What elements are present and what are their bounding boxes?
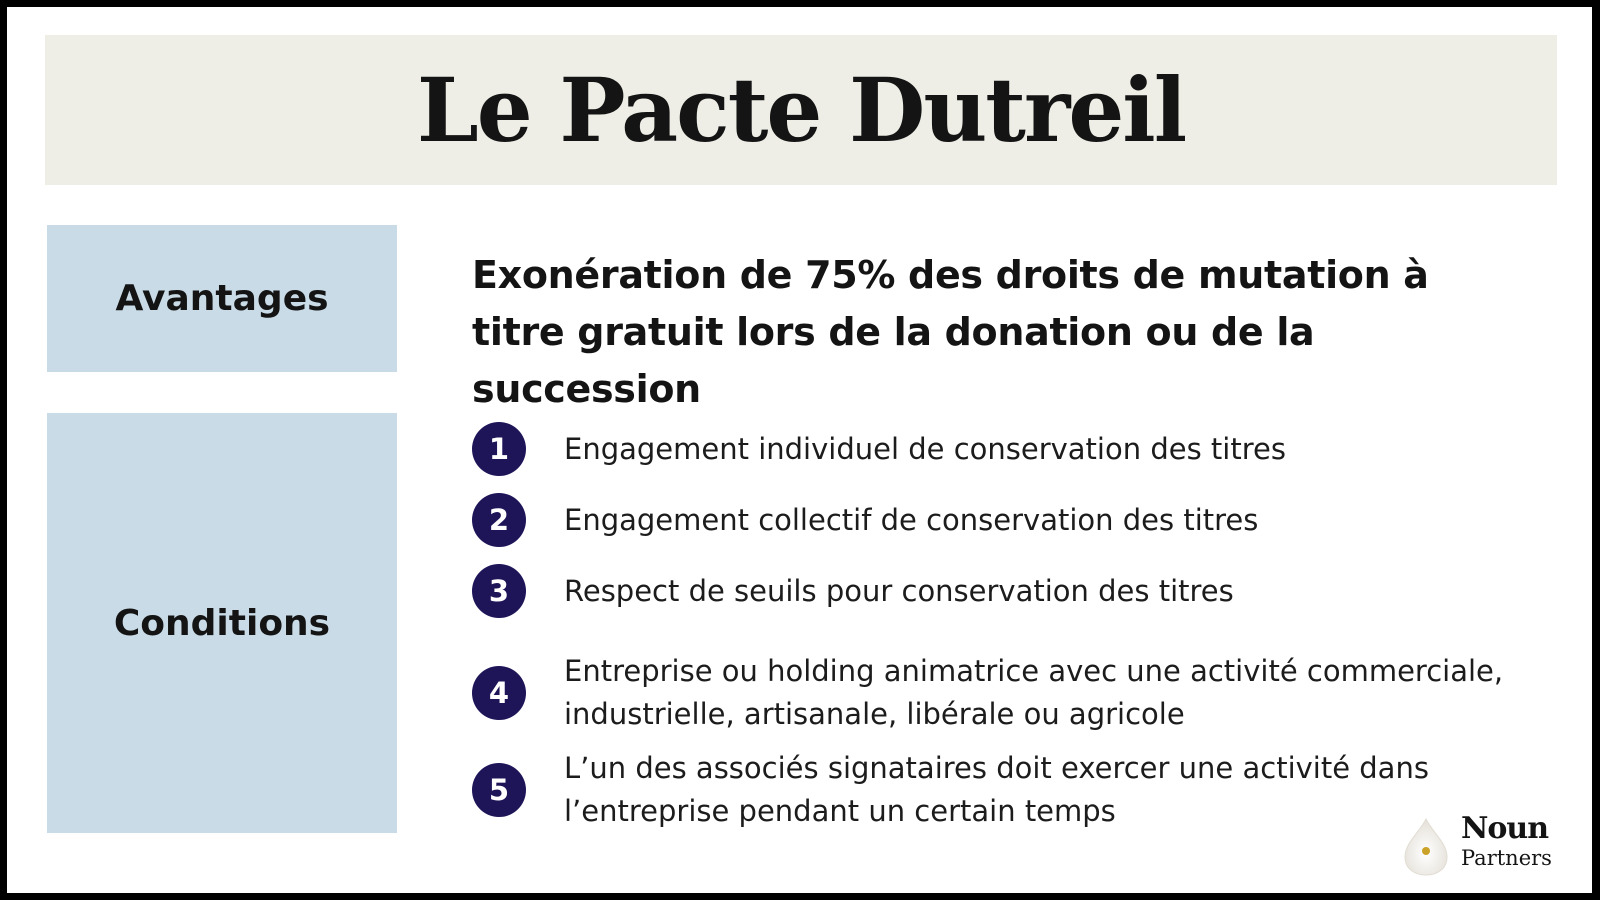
number-badge: 4: [472, 666, 526, 720]
avantages-label-box: [47, 225, 397, 372]
logo-text-noun: Noun: [1461, 811, 1549, 846]
logo-text-partners: Partners: [1461, 846, 1552, 870]
condition-item: [472, 422, 1552, 476]
condition-text: Respect de seuils pour conservation des titres: [564, 573, 1234, 608]
condition-text: Engagement collectif de conservation des titres: [564, 502, 1259, 537]
condition-item: [472, 493, 1552, 547]
condition-text: Engagement individuel de conservation des titres: [564, 431, 1286, 466]
number-badge: 1: [472, 422, 526, 476]
drop-logo-icon: [1399, 817, 1453, 877]
avantages-label: Avantages: [115, 278, 329, 319]
number-badge: 5: [472, 763, 526, 817]
number-badge: 2: [472, 493, 526, 547]
condition-text: Entreprise ou holding animatrice avec une activité commerciale, industrielle, artisanale, libérale ou agricole: [564, 654, 1504, 731]
page-title: Le Pacte Dutreil: [416, 58, 1186, 162]
avantages-description: Exonération de 75% des droits de mutation à titre gratuit lors de la donation ou de la succession: [472, 253, 1429, 411]
condition-text: L’un des associés signataires doit exercer une activité dans l’entreprise pendant un certain temps: [564, 751, 1429, 828]
number-badge: 3: [472, 564, 526, 618]
condition-item: [472, 747, 1552, 833]
conditions-label-box: [47, 413, 397, 833]
slide-card: [7, 7, 1592, 893]
condition-item: [472, 564, 1552, 618]
title-banner: [45, 35, 1557, 185]
noun-partners-logo: [1399, 813, 1559, 879]
condition-item: [472, 650, 1552, 736]
conditions-label: Conditions: [113, 602, 331, 644]
